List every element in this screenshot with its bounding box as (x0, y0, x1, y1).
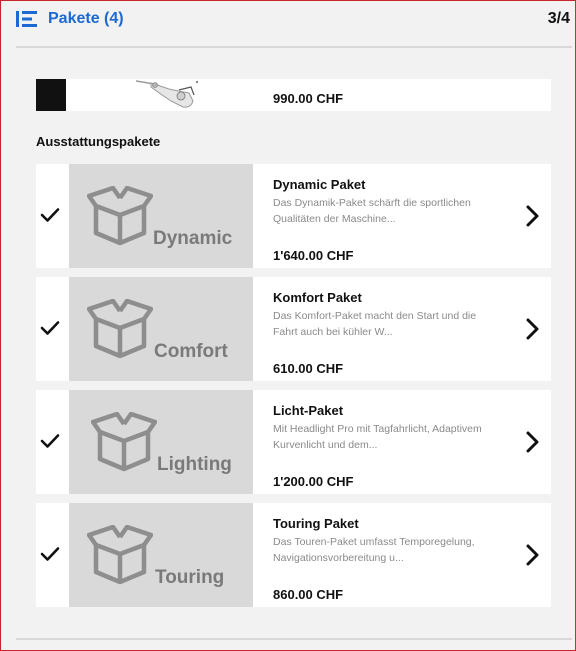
package-thumbnail (69, 277, 253, 381)
package-card-touring[interactable] (36, 503, 551, 607)
package-thumb-label: Comfort (154, 341, 228, 362)
box-icon (87, 299, 153, 359)
chevron-right-icon[interactable] (523, 317, 541, 341)
previous-item-card[interactable] (36, 79, 551, 111)
check-icon[interactable] (40, 319, 60, 337)
package-description: Das Dynamik-Paket schärft die sportlichen Qualitäten der Maschine... (273, 197, 471, 225)
header-divider (16, 46, 572, 48)
package-thumb-label: Dynamic (153, 228, 233, 249)
step-counter: 3/4 (547, 10, 570, 27)
box-icon (87, 186, 153, 246)
package-name: Licht-Paket (273, 403, 344, 418)
package-name: Touring Paket (273, 516, 359, 531)
footer-divider (16, 638, 572, 640)
package-card-dynamic[interactable] (36, 164, 551, 268)
package-thumbnail (69, 164, 253, 268)
header (0, 0, 576, 40)
chevron-right-icon[interactable] (523, 204, 541, 228)
package-description: Das Touren-Paket umfasst Temporegelung, Navigationsvorbereitung u... (273, 536, 475, 564)
package-thumbnail (69, 503, 253, 607)
section-title: Ausstattungspakete (36, 134, 161, 149)
box-icon (87, 525, 153, 585)
package-price: 860.00 CHF (273, 587, 344, 602)
package-thumbnail (69, 390, 253, 494)
package-card-lighting[interactable] (36, 390, 551, 494)
package-name: Dynamic Paket (273, 177, 366, 192)
item-price: 990.00 CHF (273, 91, 344, 106)
bike-part-image (131, 79, 206, 111)
package-card-comfort[interactable] (36, 277, 551, 381)
package-price: 610.00 CHF (273, 361, 344, 376)
page-title[interactable]: Pakete (4) (48, 10, 124, 27)
package-price: 1'200.00 CHF (273, 474, 354, 489)
package-name: Komfort Paket (273, 290, 362, 305)
check-icon[interactable] (40, 545, 60, 563)
package-thumb-label: Lighting (157, 454, 232, 475)
check-icon[interactable] (40, 206, 60, 224)
chevron-right-icon[interactable] (523, 543, 541, 567)
chevron-right-icon[interactable] (523, 430, 541, 454)
list-icon[interactable] (16, 11, 38, 27)
package-description: Das Komfort-Paket macht den Start und die Fahrt auch bei kühler W... (273, 310, 477, 338)
package-description: Mit Headlight Pro mit Tagfahrlicht, Adaptivem Kurvenlicht und dem... (273, 423, 482, 451)
package-thumb-label: Touring (155, 567, 225, 588)
item-thumbnail (36, 79, 66, 111)
check-icon[interactable] (40, 432, 60, 450)
package-price: 1'640.00 CHF (273, 248, 354, 263)
box-icon (91, 412, 157, 472)
